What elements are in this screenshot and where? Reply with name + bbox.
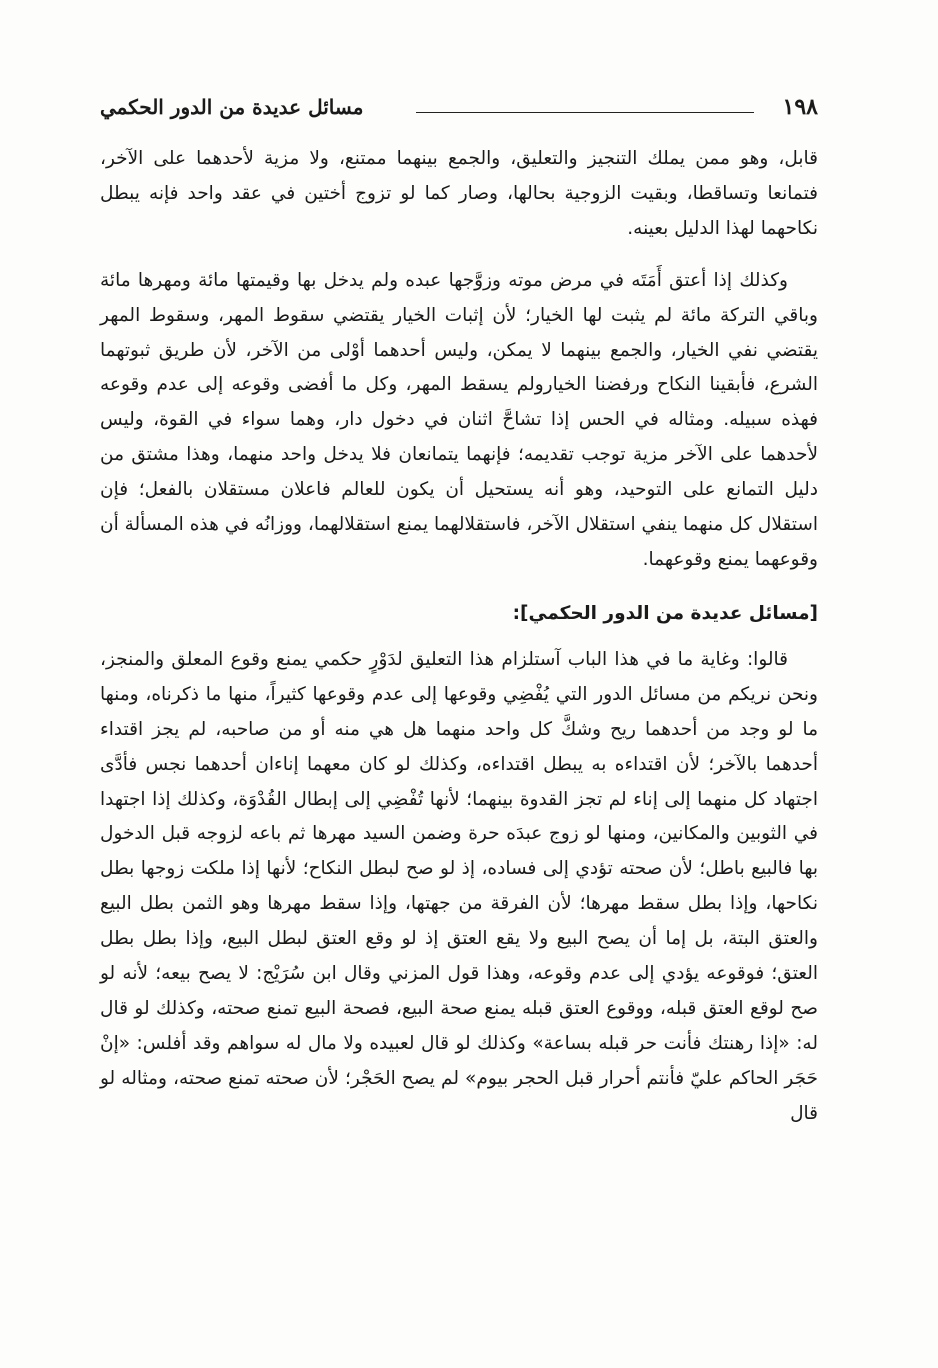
heading-gap bbox=[100, 633, 818, 643]
paragraph-1: قابل، وهو ممن يملك التنجيز والتعليق، والجمع بينهما ممتنع، ولا مزية لأحدهما على الآخر، فتمانعا وتساقطا، وبقيت الزوجية بحالها، وصار كما لو تزوج أختين في عقد واحد فإنه يبطل نكاحهما لهذا الدليل بعينه. bbox=[100, 148, 818, 239]
running-title: مسائل عديدة من الدور الحكمي bbox=[100, 95, 364, 119]
page-header bbox=[100, 92, 818, 126]
header-rule bbox=[416, 112, 754, 113]
paragraph-gap bbox=[100, 247, 818, 264]
page-number: ١٩٨ bbox=[782, 94, 818, 120]
body-text bbox=[100, 142, 818, 1132]
paragraph-2: وكذلك إذا أعتق أَمَتَه في مرض موته وزوَّجها عبده ولم يدخل بها وقيمتها مائة ومهرها مائة وباقي التركة مائة لم يثبت لها الخيار؛ لأن إثبات الخيار يقتضي سقوط المهر، وسقوط المهر يقتضي نفي الخيار، والجمع بينهما لا يمكن، وليس أحدهما أوْلى من الآخر، لأن طريق ثبوتهما الشرع، فأبقينا النكاح ورفضنا الخيارولم يسقط المهر، وكل ما أفضى وقوعه إلى عدم وقوعه فهذه سبيله. ومثاله في الحس إذا تشاحَّ اثنان في دخول دار، وهما سواء في القوة، وليس لأحدهما على الآخر مزية توجب تقديمه؛ فإنهما يتمانعان فلا يدخل واحد منهما، وهذا مشتق من دليل التمانع على التوحيد، وهو أنه يستحيل أن يكون للعالم فاعلان مستقلان بالفعل؛ فإن استقلال كل منهما ينفي استقلال الآخر، فاستقلالهما يمنع استقلالهما، ووزانُه في هذه المسألة أن وقوعهما يمنع وقوعهما. bbox=[100, 269, 818, 570]
section-heading: [مسائل عديدة من الدور الحكمي]: bbox=[512, 602, 818, 624]
paragraph-gap bbox=[100, 578, 818, 595]
paragraph-3: قالوا: وغاية ما في هذا الباب آستلزام هذا التعليق لدَوْرٍ حكمي يمنع وقوع المعلق والمنجز، ونحن نريكم من مسائل الدور التي يُفْضِي وقوعها إلى عدم وقوعها كثيراً، منها ما ذكرناه، ومنها ما لو وجد من أحدهما ريح وشكَّ كل واحد منهما هل هي منه أو من صاحبه، لم يجز اقتداء أحدهما بالآخر؛ لأن اقتداءه به يبطل اقتداءه، وكذلك لو كان معهما إناءان أحدهما نجس فأدَّى اجتهاد كل منهما إلى إناء لم تجز القدوة بينهما؛ لأنها تُفْضِي إلى إبطال القُدْوَة، وكذلك إذا اجتهدا في الثوبين والمكانين، ومنها لو زوج عبدَه حرة وضمن السيد مهرها ثم باعه لزوجه قبل الدخول بها فالبيع باطل؛ لأن صحته تؤدي إلى فساده، إذ لو صح لبطل النكاح؛ لأنها إذا ملكت زوجها بطل نكاحها، وإذا بطل سقط مهرها؛ لأن الفرقة من جهتها، وإذا سقط مهرها وهو الثمن بطل البيع والعتق البتة، بل إما أن يصح البيع ولا يقع العتق إذ لو وقع العتق لبطل البيع، وإذا بطل بطل العتق؛ فوقوعه يؤدي إلى عدم وقوعه، وهذا قول المزني وقال ابن سُرَيْج: لا يصح بيعه؛ لأنه لو صح لوقع العتق قبله، ووقوع العتق قبله يمنع صحة البيع، فصحة البيع تمنع صحته، وكذلك لو قال له: «إذا رهنتك فأنت حر قبله بساعة» وكذلك لو قال لعبيده ولا مال له سواهم وقد أفلس: «إنْ حَجَر الحاكم عليّ فأنتم أحرار قبل الحجر بيوم» لم يصح الحَجْر؛ لأن صحته تمنع صحته، ومثاله لو قال bbox=[100, 648, 818, 1124]
